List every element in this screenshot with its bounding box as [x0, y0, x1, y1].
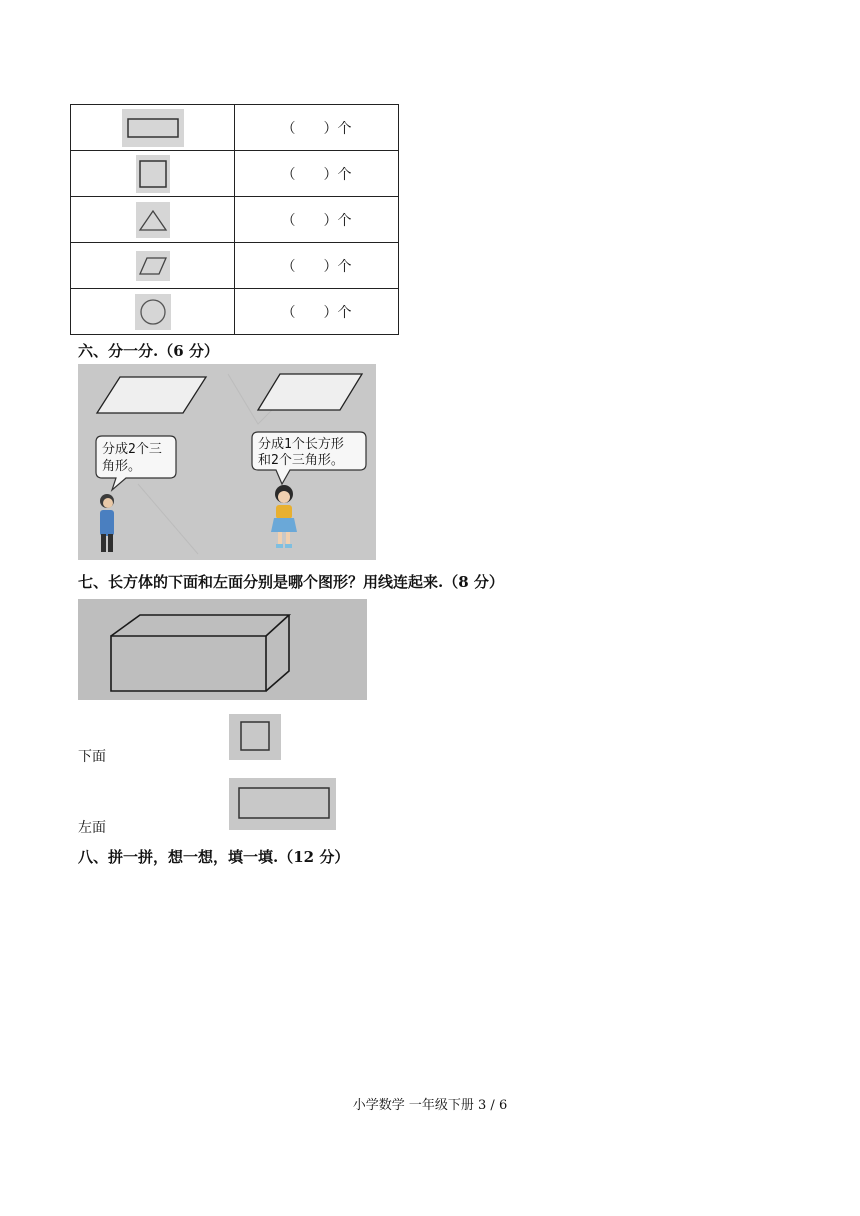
girl-bubble-line-2: 和2个三角形。 [258, 453, 344, 468]
boy-bubble-line-1: 分成2个三 [102, 442, 162, 457]
cuboid-illustration [78, 599, 367, 700]
section-8-title: 八、拼一拼，想一想，填一填.（12 分） [78, 848, 350, 866]
cuboid-picture [78, 599, 367, 700]
rectangle-shape-icon [122, 109, 184, 147]
square-shape-icon [136, 155, 170, 193]
table-row [71, 197, 399, 243]
count-blank[interactable]: （ ）个 [235, 289, 399, 335]
page-footer: 小学数学 一年级下册 3 / 6 [352, 1098, 508, 1113]
table-row [71, 151, 399, 197]
shape-cell [71, 151, 235, 197]
table-row [71, 289, 399, 335]
divide-shapes-picture [78, 364, 376, 560]
parallelogram-shape-icon [136, 251, 170, 281]
section-6-title: 六、分一分.（6 分） [78, 342, 219, 360]
shape-cell [71, 105, 235, 151]
circle-shape-icon [135, 294, 171, 330]
rectangle-option-icon[interactable] [229, 778, 336, 830]
count-blank[interactable]: （ ）个 [235, 197, 399, 243]
girl-bubble-line-1: 分成1个长方形 [258, 437, 344, 452]
divide-shapes-illustration [78, 364, 376, 560]
square-option-icon[interactable] [229, 714, 281, 760]
shape-count-table [70, 104, 399, 335]
label-left-face: 左面 [78, 820, 106, 836]
table-row [71, 105, 399, 151]
section-7-title: 七、长方体的下面和左面分别是哪个图形？用线连起来.（8 分） [78, 573, 504, 591]
shape-cell [71, 243, 235, 289]
shape-cell [71, 197, 235, 243]
boy-bubble-line-2: 角形。 [102, 459, 142, 474]
triangle-shape-icon [136, 202, 170, 238]
shape-cell [71, 289, 235, 335]
count-blank[interactable]: （ ）个 [235, 151, 399, 197]
count-blank[interactable]: （ ）个 [235, 105, 399, 151]
table-row [71, 243, 399, 289]
count-blank[interactable]: （ ）个 [235, 243, 399, 289]
label-bottom-face: 下面 [78, 749, 106, 765]
